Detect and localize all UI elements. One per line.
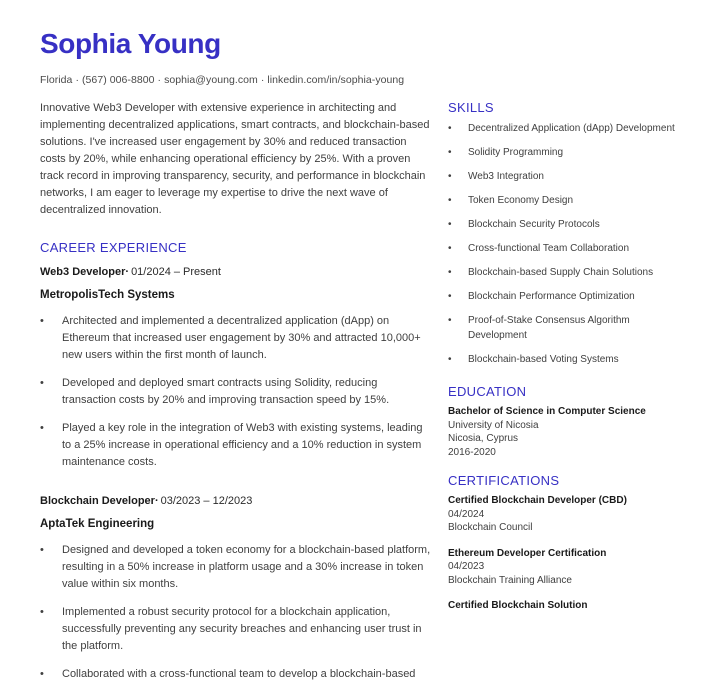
skill-item [448,313,688,343]
job-bullet [40,604,432,655]
bullet-icon: • [448,147,452,158]
skill-label: Token Economy Design [468,195,574,206]
job-bullet [40,375,432,409]
job-bullet [40,420,432,471]
skill-item [448,289,688,304]
contact-separator-1: · [75,74,79,87]
experience-entry [40,266,432,471]
bullet-icon: • [448,291,452,302]
section-heading-skills: SKILLS [448,100,494,115]
skill-item [448,121,688,136]
skill-item [448,241,688,256]
skills-section [448,100,688,367]
job-title-separator: · [125,265,130,278]
bullet-icon: • [448,315,452,326]
job-bullet-text: Collaborated with a cross-functional team to develop a blockchain-based [62,668,416,681]
education-institution: University of Nicosia [448,419,539,431]
certification-name: Ethereum Developer Certification [448,547,607,559]
main-column [40,28,448,681]
education-entry [448,405,688,459]
skill-label: Solidity Programming [468,147,564,158]
skill-item [448,193,688,208]
bullet-icon: • [40,543,44,556]
contact-linkedin[interactable]: linkedin.com/in/sophia-young [267,74,405,87]
bullet-icon: • [448,123,452,134]
job-bullet-list [40,542,432,683]
bullet-icon: • [448,267,452,278]
skill-label: Blockchain-based Supply Chain Solutions [468,267,654,278]
skill-item [448,217,688,232]
education-location: Nicosia, Cyprus [448,433,519,444]
bullet-icon: • [40,314,44,327]
skill-label: Web3 Integration [468,171,544,182]
job-title-row [40,495,432,507]
job-bullet-list [40,313,432,471]
job-bullet-text: Played a key role in the integration of Web3 with existing systems, leading to a 25% increase in operational efficiency and a 10% reduction in system maintenance costs. [62,421,423,468]
certification-issuer: Blockchain Training Alliance [448,574,572,586]
job-title: Web3 Developer [40,265,126,278]
bullet-icon: • [40,421,44,434]
professional-summary: Innovative Web3 Developer with extensive experience in architecting and implementing decentralized applications, smart contracts, and blockchain-based solutions. I've increased user engagement by 30% and reduced transaction costs by 20%, while enhancing operational efficiency by 25%. With a proven track record in improving transparency, security, and performance in blockchain networks, I am eager to leverage my expertise to drive the next wave of decentralized innovation. [40,102,430,217]
certification-entry [448,494,688,535]
bullet-icon: • [40,668,44,681]
job-company: MetropolisTech Systems [40,288,175,301]
skill-item [448,169,688,184]
sidebar-column [448,28,688,611]
job-bullet-text: Implemented a robust security protocol for a blockchain application, successfully preventing any security breaches and enhancing user trust in the platform. [62,606,422,653]
section-heading-experience: CAREER EXPERIENCE [40,239,187,255]
bullet-icon: • [448,171,452,182]
certification-name: Certified Blockchain Solution [448,600,588,611]
skill-item [448,265,688,280]
job-company: AptaTek Engineering [40,517,155,530]
job-bullet-text: Architected and implemented a decentralized application (dApp) on Ethereum that increased user engagement by 30% and attracted 10,000+ new users within the first month of launch. [62,314,421,361]
certification-entry [448,599,688,613]
skill-label: Blockchain Security Protocols [468,219,600,230]
job-bullet-text: Developed and deployed smart contracts using Solidity, reducing transaction costs by 20% and improving transaction speed by 15%. [62,376,390,406]
skill-label: Proof-of-Stake Consensus Algorithm Development [468,315,630,341]
contact-line [40,74,432,86]
job-bullet [40,313,432,364]
bullet-icon: • [40,606,44,619]
experience-entry [40,495,432,683]
section-heading-certifications: CERTIFICATIONS [448,473,560,488]
job-bullet [40,666,432,683]
education-degree: Bachelor of Science in Computer Science [448,406,646,417]
skills-list [448,121,688,367]
job-bullet-text: Designed and developed a token economy for a blockchain-based platform, resulting in a 50% increase in platform usage and a 30% increase in token value within six months. [62,543,431,590]
contact-email[interactable]: sophia@young.com [164,74,258,87]
bullet-icon: • [40,376,44,389]
job-title-row [40,266,432,278]
job-title-separator: · [154,494,159,507]
skill-item [448,352,688,367]
contact-phone: (567) 006-8800 [82,74,155,87]
certification-entry [448,547,688,588]
job-bullet [40,542,432,593]
certification-name: Certified Blockchain Developer (CBD) [448,495,627,506]
education-section [448,384,688,459]
skill-item [448,145,688,160]
contact-location: Florida [40,74,73,87]
skill-label: Decentralized Application (dApp) Development [468,123,675,134]
contact-separator-3: · [260,74,265,87]
section-heading-education: EDUCATION [448,384,527,399]
bullet-icon: • [448,195,452,206]
candidate-name: Sophia Young [40,28,221,59]
job-dates: 01/2024 – Present [131,265,221,278]
skill-label: Cross-functional Team Collaboration [468,243,630,254]
certification-date: 04/2024 [448,508,485,520]
contact-separator-2: · [157,74,162,87]
education-dates: 2016-2020 [448,446,496,458]
skill-label: Blockchain-based Voting Systems [468,354,619,365]
entry-spacer [40,482,432,495]
certification-date: 04/2023 [448,561,485,572]
certifications-section [448,473,688,613]
job-dates: 03/2023 – 12/2023 [160,494,253,507]
bullet-icon: • [448,219,452,230]
job-title: Blockchain Developer [40,494,155,507]
skill-label: Blockchain Performance Optimization [468,291,635,302]
bullet-icon: • [448,354,452,365]
certification-issuer: Blockchain Council [448,522,533,533]
bullet-icon: • [448,243,452,254]
